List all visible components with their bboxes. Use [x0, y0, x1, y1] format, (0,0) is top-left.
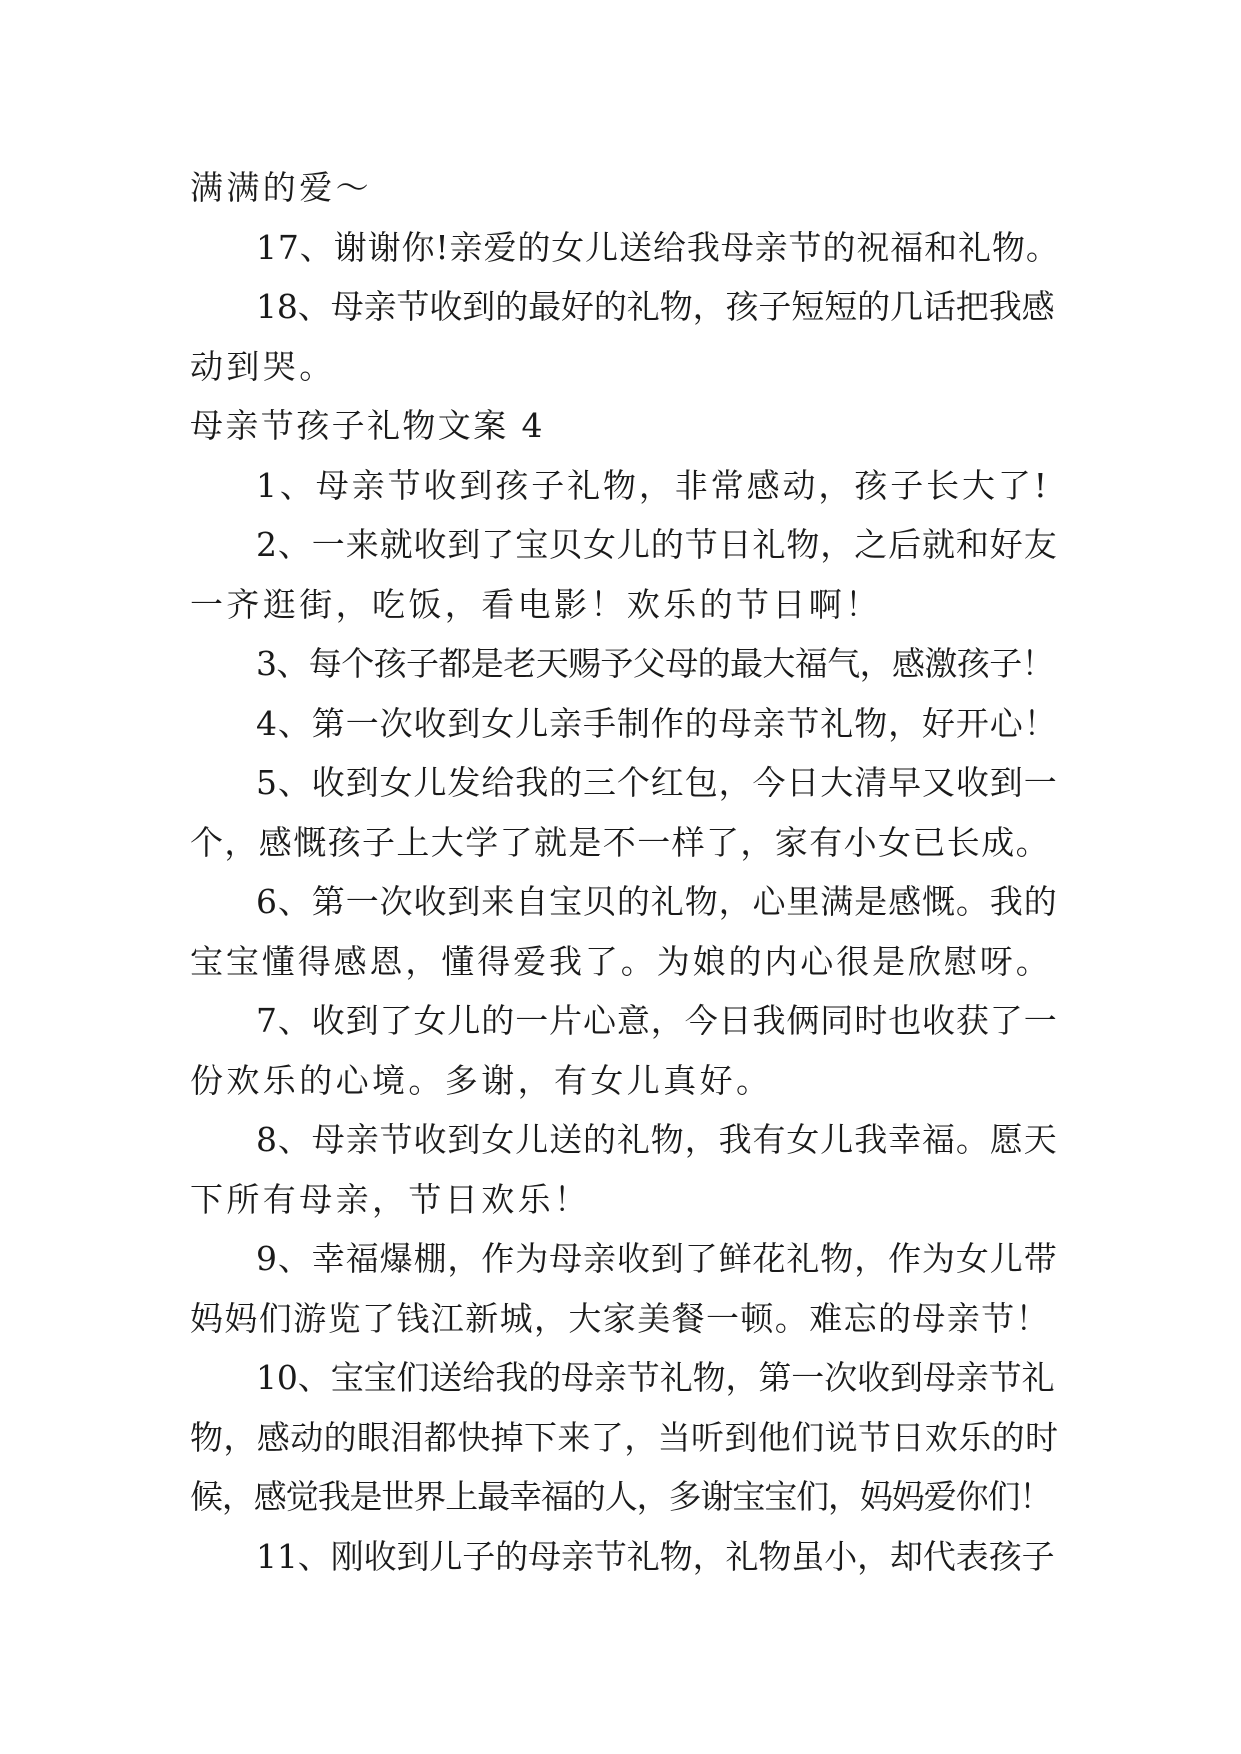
text-line: 一齐逛街，吃饭，看电影！欢乐的节日啊！ [190, 584, 882, 624]
text-line: 下所有母亲，节日欢乐！ [190, 1179, 591, 1219]
text-line: 份欢乐的心境。多谢，有女儿真好。 [190, 1060, 773, 1100]
text-line: 3、每个孩子都是老天赐予父母的最大福气，感激孩子！ [256, 644, 1054, 683]
text-line: 6、第一次收到来自宝贝的礼物，心里满是感慨。我的 [256, 882, 1058, 921]
section-heading: 母亲节孩子礼物文案 4 [190, 406, 545, 445]
text-line: 动到哭。 [190, 346, 336, 386]
text-line: 妈妈们游览了钱江新城，大家美餐一顿。难忘的母亲节！ [190, 1298, 1050, 1338]
text-line: 18、母亲节收到的最好的礼物，孩子短短的几话把我感 [256, 287, 1055, 326]
text-line: 候，感觉我是世界上最幸福的人，多谢宝宝们，妈妈爱你们！ [190, 1477, 1052, 1516]
text-line: 满满的爱～ [190, 168, 372, 207]
text-line: 17、谢谢你!亲爱的女儿送给我母亲节的祝福和礼物。 [256, 227, 1060, 267]
text-line: 宝宝懂得感恩，懂得爱我了。为娘的内心很是欣慰呀。 [190, 941, 1052, 981]
text-line: 4、第一次收到女儿亲手制作的母亲节礼物，好开心！ [256, 703, 1058, 743]
text-line: 11、刚收到儿子的母亲节礼物，礼物虽小，却代表孩子 [256, 1536, 1055, 1576]
text-line: 1、母亲节收到孩子礼物，非常感动，孩子长大了! [256, 465, 1050, 505]
document-page [190, 158, 1060, 1586]
text-line: 10、宝宝们送给我的母亲节礼物，第一次收到母亲节礼 [256, 1358, 1055, 1397]
text-line: 9、幸福爆棚，作为母亲收到了鲜花礼物，作为女儿带 [256, 1239, 1058, 1278]
text-line: 物，感动的眼泪都快掉下来了，当听到他们说节日欢乐的时 [190, 1417, 1059, 1457]
text-line: 个，感慨孩子上大学了就是不一样了，家有小女已长成。 [190, 822, 1050, 862]
document-body [190, 158, 1060, 1586]
text-line: 7、收到了女儿的一片心意，今日我俩同时也收获了一 [256, 1001, 1058, 1040]
text-line: 2、一来就收到了宝贝女儿的节日礼物，之后就和好友 [256, 525, 1058, 564]
text-line: 8、母亲节收到女儿送的礼物，我有女儿我幸福。愿天 [256, 1120, 1058, 1159]
text-line: 5、收到女儿发给我的三个红包，今日大清早又收到一 [256, 763, 1058, 802]
